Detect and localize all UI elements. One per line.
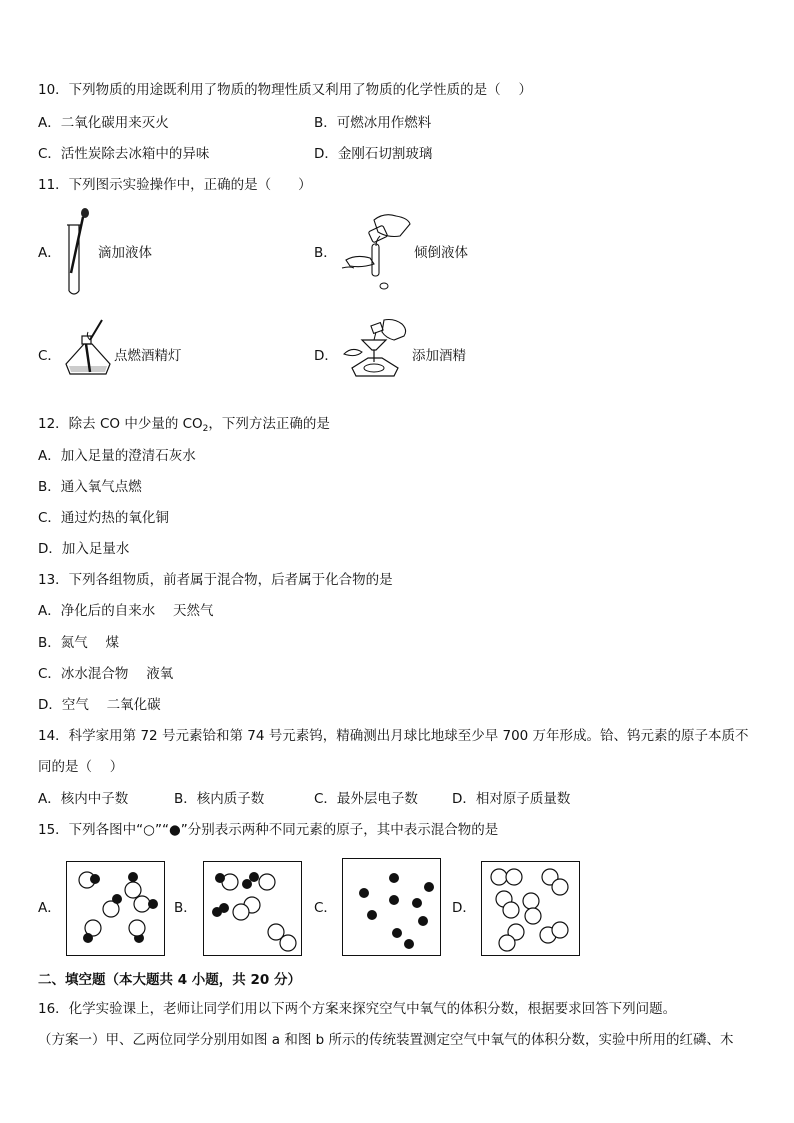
white-atom: [134, 896, 150, 912]
white-atom: [499, 935, 515, 951]
q15-option-c-letter: C．: [314, 900, 337, 916]
q14-option-a: A．核内中子数: [38, 791, 129, 807]
q13-option-a: A．净化后的自来水 天然气: [38, 603, 214, 619]
black-atom: [418, 916, 428, 926]
q12-option-c: C．通过灼热的氧化铜: [38, 510, 169, 526]
q15-option-b-letter: B．: [174, 900, 197, 916]
q13-option-b: B．氮气 煤: [38, 635, 120, 651]
q11-stem: 11．下列图示实验操作中，正确的是（ ）: [38, 177, 312, 193]
black-atom: [128, 872, 138, 882]
white-atom: [491, 869, 507, 885]
q11-option-b-letter: B．: [314, 245, 337, 261]
black-atom: [90, 874, 100, 884]
q15-molecule-box-d: [481, 861, 580, 956]
q10-option-d: D．金刚石切割玻璃: [314, 146, 433, 162]
pouring-liquid-figure: [340, 210, 412, 296]
q10-option-c: C．活性炭除去冰箱中的异味: [38, 146, 210, 162]
white-atom: [525, 908, 541, 924]
white-atom: [125, 882, 141, 898]
q16-line2: （方案一）甲、乙两位同学分别用如图 a 和图 b 所示的传统装置测定空气中氧气的体积分数，实验中所用的红磷、木: [38, 1032, 734, 1048]
black-atom: [112, 894, 122, 904]
black-atom: [404, 939, 414, 949]
white-atom: [129, 920, 145, 936]
lighting-alcohol-lamp-figure: [60, 318, 114, 376]
q15-stem: 15．下列各图中“○”“●”分别表示两种不同元素的原子，其中表示混合物的是: [38, 822, 499, 838]
q11-option-a-caption: 滴加液体: [98, 245, 152, 261]
adding-alcohol-figure: [338, 318, 410, 378]
q15-molecule-box-a: [66, 861, 165, 956]
white-atom: [506, 869, 522, 885]
white-atom: [523, 893, 539, 909]
q15-option-d-letter: D．: [452, 900, 476, 916]
black-atom: [367, 910, 377, 920]
white-atom: [233, 904, 249, 920]
black-atom: [219, 903, 229, 913]
q13-stem: 13．下列各组物质，前者属于混合物，后者属于化合物的是: [38, 572, 393, 588]
black-atom: [424, 882, 434, 892]
q12-stem-subscript: 2: [202, 424, 209, 434]
white-atom: [552, 879, 568, 895]
q12-option-b: B．通入氧气点燃: [38, 479, 142, 495]
q12-stem: [38, 414, 330, 434]
q11-option-a-letter: A．: [38, 245, 61, 261]
q12-option-d: D．加入足量水: [38, 541, 130, 557]
white-atom: [552, 922, 568, 938]
black-atom: [215, 873, 225, 883]
q15-option-a-letter: A．: [38, 900, 61, 916]
q13-option-c: C．冰水混合物 液氧: [38, 666, 174, 682]
black-atom: [242, 879, 252, 889]
q10-stem: 10．下列物质的用途既利用了物质的物理性质又利用了物质的化学性质的是（ ）: [38, 82, 532, 98]
black-atom: [412, 898, 422, 908]
black-atom: [359, 888, 369, 898]
white-atom: [259, 874, 275, 890]
q15-molecule-box-b: [203, 861, 302, 956]
q11-option-d-caption: 添加酒精: [412, 348, 466, 364]
q14-option-d: D．相对原子质量数: [452, 791, 571, 807]
black-atom: [389, 873, 399, 883]
q13-option-d: D．空气 二氧化碳: [38, 697, 161, 713]
q16-stem: 16．化学实验课上，老师让同学们用以下两个方案来探究空气中氧气的体积分数，根据要求回答下列问题。: [38, 1001, 677, 1017]
black-atom: [389, 895, 399, 905]
dropper-in-test-tube-figure: [58, 205, 98, 297]
q11-option-d-letter: D．: [314, 348, 338, 364]
section-2-title: 二、填空题（本大题共 4 小题，共 20 分）: [38, 972, 301, 988]
q11-option-c-caption: 点燃酒精灯: [114, 348, 182, 364]
q12-option-a: A．加入足量的澄清石灰水: [38, 448, 196, 464]
white-atom: [280, 935, 296, 951]
q14-option-c: C．最外层电子数: [314, 791, 418, 807]
q11-option-b-caption: 倾倒液体: [414, 245, 468, 261]
q12-stem-pre: 12．除去 CO 中少量的 CO: [38, 416, 203, 432]
q14-stem-line1: 14．科学家用第 72 号元素铪和第 74 号元素钨，精确测出月球比地球至少早 700 万年形成。铪、钨元素的原子本质不: [38, 728, 749, 744]
q12-stem-post: ，下列方法正确的是: [208, 416, 330, 432]
q14-stem-line2: 同的是（ ）: [38, 759, 124, 775]
q14-option-b: B．核内质子数: [174, 791, 265, 807]
black-atom: [83, 933, 93, 943]
black-atom: [148, 899, 158, 909]
black-atom: [392, 928, 402, 938]
q15-molecule-box-c: [342, 858, 441, 956]
q10-option-b: B．可燃冰用作燃料: [314, 115, 432, 131]
white-atom: [503, 902, 519, 918]
q11-option-c-letter: C．: [38, 348, 61, 364]
q10-option-a: A．二氧化碳用来灭火: [38, 115, 169, 131]
